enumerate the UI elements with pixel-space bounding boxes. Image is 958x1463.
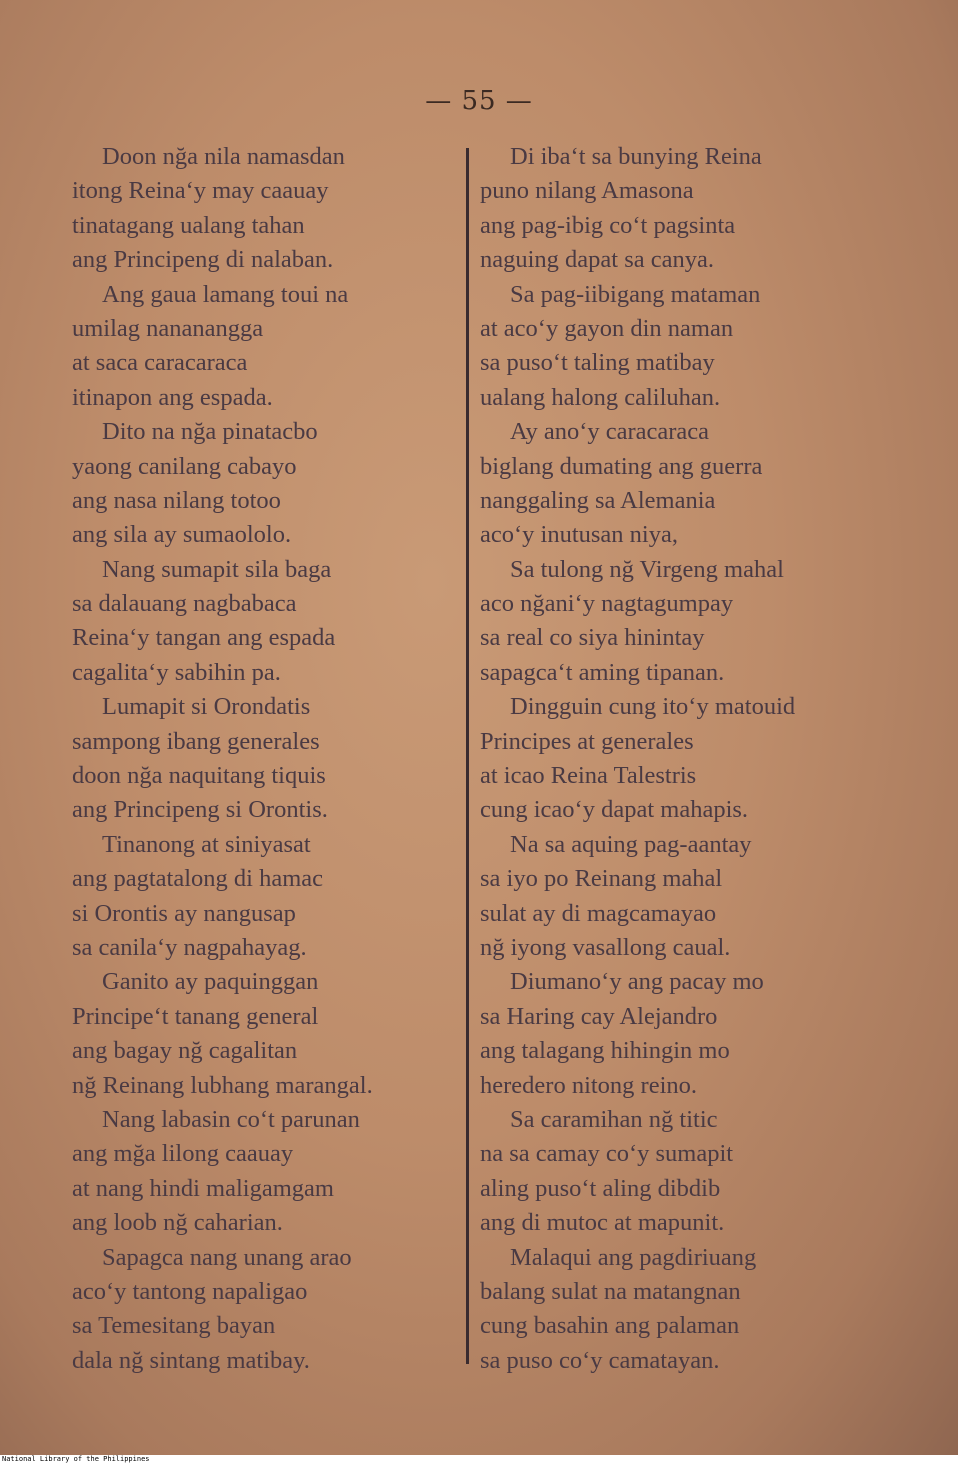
verse-line: ang Principeng di nalaban.: [72, 246, 334, 274]
verse-line: ang mğa lilong caauay: [72, 1140, 294, 1168]
stanza: [480, 1103, 880, 1241]
verse-line: heredero nitong reino.: [480, 1071, 698, 1099]
verse-line: Ganito ay paquinggan: [102, 968, 319, 996]
verse-line: ang nasa nilang totoo: [72, 486, 281, 514]
stanza: [72, 415, 452, 553]
verse-line: Sapagca nang unang arao: [102, 1243, 352, 1271]
verse-line: Dingguin cung ito‘y matouid: [510, 693, 796, 721]
verse-line: cung basahin ang palaman: [480, 1312, 740, 1340]
verse-line: ang bagay nğ cagalitan: [72, 1037, 298, 1065]
stanza: [480, 1241, 880, 1379]
verse-line: Reina‘y tangan ang espada: [72, 624, 336, 652]
stanza: [480, 553, 880, 691]
verse-line: at nang hindi maligamgam: [72, 1174, 334, 1202]
verse-line: aling puso‘t aling dibdib: [480, 1174, 721, 1202]
verse-line: dala nğ sintang matibay.: [72, 1346, 310, 1374]
verse-line: tinatagang ualang tahan: [72, 211, 305, 239]
verse-line: Principes at generales: [480, 727, 694, 755]
verse-line: ang pag-ibig co‘t pagsinta: [480, 211, 736, 239]
verse-line: ang sila ay sumaololo.: [72, 521, 292, 549]
stanza: [72, 1103, 452, 1241]
footer-credit: National Library of the Philippines: [2, 1455, 150, 1463]
verse-line: Doon nğa nila namasdan: [102, 143, 345, 170]
verse-line: Di iba‘t sa bunying Reina: [510, 143, 762, 170]
verse-line: Diumano‘y ang pacay mo: [510, 968, 764, 996]
verse-line: ang Principeng si Orontis.: [72, 796, 328, 824]
column-divider: [466, 148, 469, 1364]
stanza: [72, 553, 452, 691]
stanza: [480, 965, 880, 1103]
verse-line: na sa camay co‘y sumapit: [480, 1140, 734, 1168]
verse-line: Ay ano‘y caracaraca: [510, 418, 710, 446]
verse-line: itinapon ang espada.: [72, 383, 273, 411]
verse-line: doon nğa naquitang tiquis: [72, 762, 326, 790]
verse-line: at icao Reina Talestris: [480, 762, 697, 790]
verse-line: Dito na nğa pinatacbo: [102, 418, 318, 446]
verse-line: sapagca‘t aming tipanan.: [480, 658, 725, 686]
verse-line: Lumapit si Orondatis: [102, 693, 311, 721]
stanza: [72, 965, 452, 1103]
verse-line: Na sa aquing pag-aantay: [510, 830, 752, 858]
verse-line: naguing dapat sa canya.: [480, 246, 715, 274]
verse-line: Ang gaua lamang toui na: [102, 280, 349, 308]
verse-line: biglang dumating ang guerra: [480, 452, 763, 480]
verse-line: sa puso co‘y camatayan.: [480, 1346, 720, 1374]
verse-line: Tinanong at siniyasat: [102, 830, 311, 858]
stanza: [72, 278, 452, 416]
stanza: [72, 1241, 452, 1379]
verse-line: puno nilang Amasona: [480, 177, 694, 205]
verse-line: aco nğani‘y nagtagumpay: [480, 590, 734, 618]
page-number: — 55 —: [425, 86, 533, 116]
verse-line: sa Temesitang bayan: [72, 1312, 276, 1340]
stanza: [480, 690, 880, 828]
verse-line: nğ iyong vasallong caual.: [480, 933, 731, 961]
verse-line: at saca caracaraca: [72, 349, 248, 377]
verse-line: Sa pag-iibigang mataman: [510, 280, 761, 308]
verse-line: aco‘y inutusan niya,: [480, 521, 678, 549]
verse-line: sa real co siya hinintay: [480, 624, 705, 652]
verse-line: ang loob nğ caharian.: [72, 1209, 283, 1237]
verse-line: Principe‘t tanang general: [72, 1002, 319, 1030]
verse-line: cung icao‘y dapat mahapis.: [480, 796, 749, 824]
stanza: [480, 828, 880, 966]
stanza: [72, 140, 452, 278]
footer: [0, 1455, 958, 1463]
verse-line: Nang sumapit sila baga: [102, 555, 332, 583]
verse-line: sa canila‘y nagpahayag.: [72, 933, 307, 961]
verse-line: umilag nananangga: [72, 314, 264, 342]
verse-line: sa puso‘t taling matibay: [480, 349, 715, 377]
verse-line: nğ Reinang lubhang marangal.: [72, 1071, 373, 1099]
stanza: [480, 415, 880, 553]
verse-line: si Orontis ay nangusap: [72, 899, 296, 927]
verse-line: sulat ay di magcamayao: [480, 899, 717, 927]
verse-line: nanggaling sa Alemania: [480, 486, 716, 514]
verse-line: sa Haring cay Alejandro: [480, 1002, 718, 1030]
verse-line: Malaqui ang pagdiriuang: [510, 1243, 757, 1271]
verse-line: at aco‘y gayon din naman: [480, 314, 734, 342]
stanza: [72, 828, 452, 966]
verse-line: ang di mutoc at mapunit.: [480, 1209, 725, 1237]
verse-line: itong Reina‘y may caauay: [72, 177, 329, 205]
verse-line: ang pagtatalong di hamac: [72, 865, 324, 893]
stanza: [480, 140, 880, 278]
stanza: [72, 690, 452, 828]
verse-line: sa iyo po Reinang mahal: [480, 865, 723, 893]
left-column: [72, 140, 452, 1378]
stanza: [480, 278, 880, 416]
verse-line: sampong ibang generales: [72, 727, 320, 755]
right-column: [480, 140, 880, 1378]
verse-line: balang sulat na matangnan: [480, 1277, 741, 1305]
verse-line: aco‘y tantong napaligao: [72, 1277, 308, 1305]
verse-line: Nang labasin co‘t parunan: [102, 1105, 360, 1133]
verse-line: ualang halong caliluhan.: [480, 383, 721, 411]
verse-line: Sa caramihan nğ titic: [510, 1105, 718, 1133]
verse-line: cagalita‘y sabihin pa.: [72, 658, 281, 686]
verse-line: yaong canilang cabayo: [72, 452, 297, 480]
verse-line: sa dalauang nagbabaca: [72, 590, 297, 618]
verse-line: ang talagang hihingin mo: [480, 1037, 730, 1065]
verse-line: Sa tulong nğ Virgeng mahal: [510, 555, 784, 583]
